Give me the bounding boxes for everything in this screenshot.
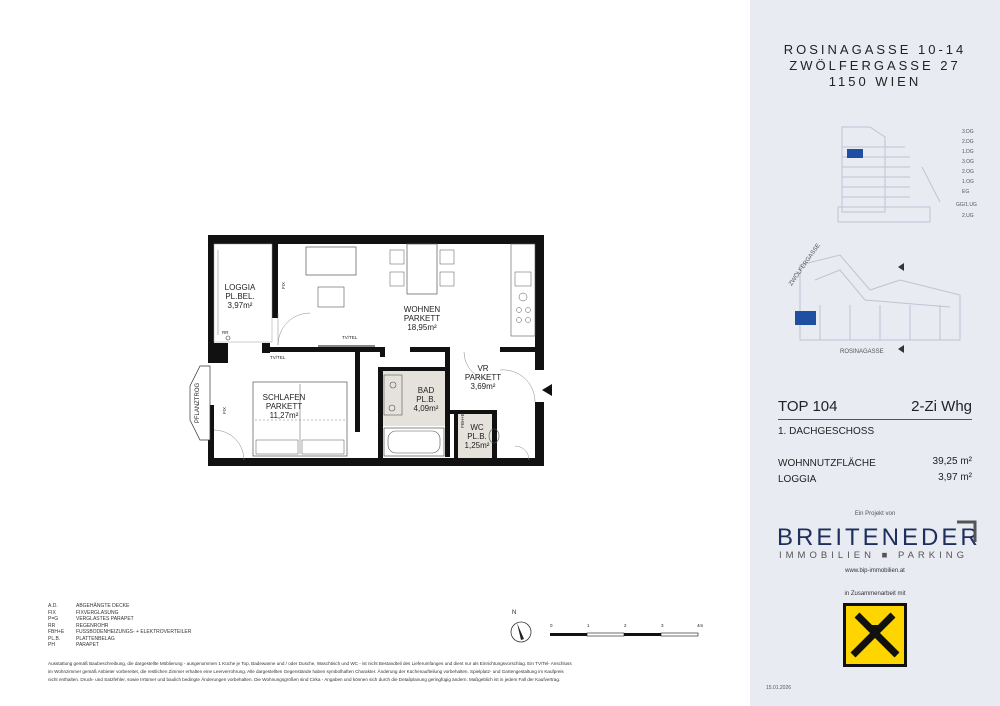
floor-label: 2.UG [962,213,974,219]
room-loggia-name: LOGGIA [224,283,256,292]
room-wc-name: WC [470,423,484,432]
scale-tick: 3 [661,623,664,628]
room-loggia-area: 3,97m² [227,301,253,310]
room-wohnen-area: 18,95m² [407,323,437,332]
floor-label: GG/1.UG [956,202,977,208]
floor-label: EG [962,189,970,195]
room-bad-name: BAD [417,386,435,395]
legend [48,603,268,649]
disclaimer-line-1: Ausstattung gemäß Baubeschreibung, die dargestellte Möblierung - ausgenommen 1 Küche je Top, Badewanne und / oder Dusche, Waschtisch und WC - ist nicht Bestandteil des Lieferumfanges und dient nur als Einrichtungsvorschlag. Ein TV/Tel- Anschluss [48,661,572,666]
scale-tick: 4m [697,623,704,628]
loggia-value: 3,97 m² [938,472,972,483]
unit-top: TOP 104 [778,398,838,415]
brand-logo: BREITENEDER [777,524,981,551]
label-rr: RR [222,330,229,335]
address-line-2: ZWÖLFERGASSE 27 [789,58,961,73]
room-wc-area: 1,25m² [464,441,490,450]
scale-tick: 0 [550,623,553,628]
floor-label: 3.DG [962,129,974,135]
scale-tick: 2 [624,623,627,628]
room-wohnen-name: WOHNEN [403,305,441,314]
info-panel [750,0,1000,706]
room-bad [407,386,445,413]
legend-row: FIX FIXVERGLASUNG [48,609,119,616]
scale-tick: 1 [587,623,590,628]
legend-row: PH PARAPET [48,642,99,648]
legend-row: A.D. ABGEHÄNGTE DECKE [48,603,130,609]
brand-tagline: IMMOBILIEN ■ PARKING [779,550,969,561]
brand-logo-bracket-icon [955,520,977,544]
room-vr [458,364,508,391]
street-label-rosinagasse: ROSINAGASSE [840,349,884,355]
project-by: Ein Projekt von [854,511,896,517]
unit-floor: 1. DACHGESCHOSS [778,426,875,437]
room-schlafen [254,393,314,420]
address-line-3: 1150 WIEN [828,74,922,89]
room-loggia-floor: PL.BEL. [225,292,255,301]
floor-label: 1.DG [962,149,974,155]
partner-logo-icon [843,603,907,667]
room-bad-floor: PL.B. [416,395,436,404]
label-tvtel-living: TV/TEL [342,335,358,340]
label-fix-bedroom: FIX [222,406,228,415]
legend-row: FBH+E FUSSBODENHEIZUNGS- + ELEKTROVERTEILER [48,629,192,635]
legend-row: P=G VERGLASTES PARAPET [48,616,134,622]
label-tvtel-bedroom: TV/TEL [270,355,286,360]
label-pflanztrog: PFLANZTROG [195,382,202,424]
room-loggia [218,283,262,310]
unit-type: 2-Zi Whg [911,398,972,415]
partner-text: in Zusammenarbeit mit [844,591,906,597]
legend-row: RR REGENROHR [48,622,109,629]
room-schlafen-floor: PARKETT [265,402,303,411]
unit-divider [778,419,972,420]
area-value: 39,25 m² [932,456,972,467]
room-wohnen [392,305,452,332]
room-schlafen-area: 11,27m² [269,411,299,420]
label-fbhe: FBH+E [459,413,465,428]
floor-label: 2.OG [962,169,974,175]
room-wc-floor: PL.B. [467,432,487,441]
address-line-1: ROSINAGASSE 10-14 [783,42,967,57]
floor-label: 2.DG [962,139,974,145]
street-label-zwoelfergasse: ZWÖLFERGASSE [788,242,822,288]
room-vr-name: VR [477,364,489,373]
floor-label: 3.OG [962,159,974,165]
floor-label: 1.OG [962,179,974,185]
area-label: WOHNNUTZFLÄCHE [778,458,876,469]
disclaimer [48,660,728,684]
scale-bar [550,630,710,640]
legend-row: PL.B. PLATTENBELAG [48,635,115,642]
loggia-label: LOGGIA [778,474,817,485]
compass-icon [508,612,534,646]
disclaimer-line-2: im Wohnzimmer gemäß Anbieter vorbereitet, die restlichen Zimmer erhalten eine Leerverrohrung. Alle dargestellten Gegenstände haben symbolhaften Charakter. Änderung der Küchenaufteilung vorbehalten. Spielplatz- und Gartengestaltung im Kaufpreis [48,669,564,674]
room-schlafen-name: SCHLAFEN [262,393,306,402]
room-bad-area: 4,09m² [413,404,439,413]
compass-label: N [512,610,517,616]
room-wohnen-floor: PARKETT [403,314,441,323]
label-fix-loggia: FIX [281,281,287,290]
building-section-diagram [830,122,950,227]
disclaimer-line-3: nicht enthalten. Druck- und Satzfehler, sowie Irrtümer und baulich bedingte Änderungen vorbehalten. Die Wohnungsgrößen sind Cirka - Angaben und können sich durch die Detailplanung geringfügig ändern. Maßgeblich ist in jedem Fall der Kaufvertrag. [48,677,561,682]
room-vr-floor: PARKETT [464,373,502,382]
brand-url: www.bip-immobilien.at [845,568,905,574]
date: 15.01.2026 [766,685,792,691]
room-vr-area: 3,69m² [470,382,496,391]
room-wc [460,423,494,450]
